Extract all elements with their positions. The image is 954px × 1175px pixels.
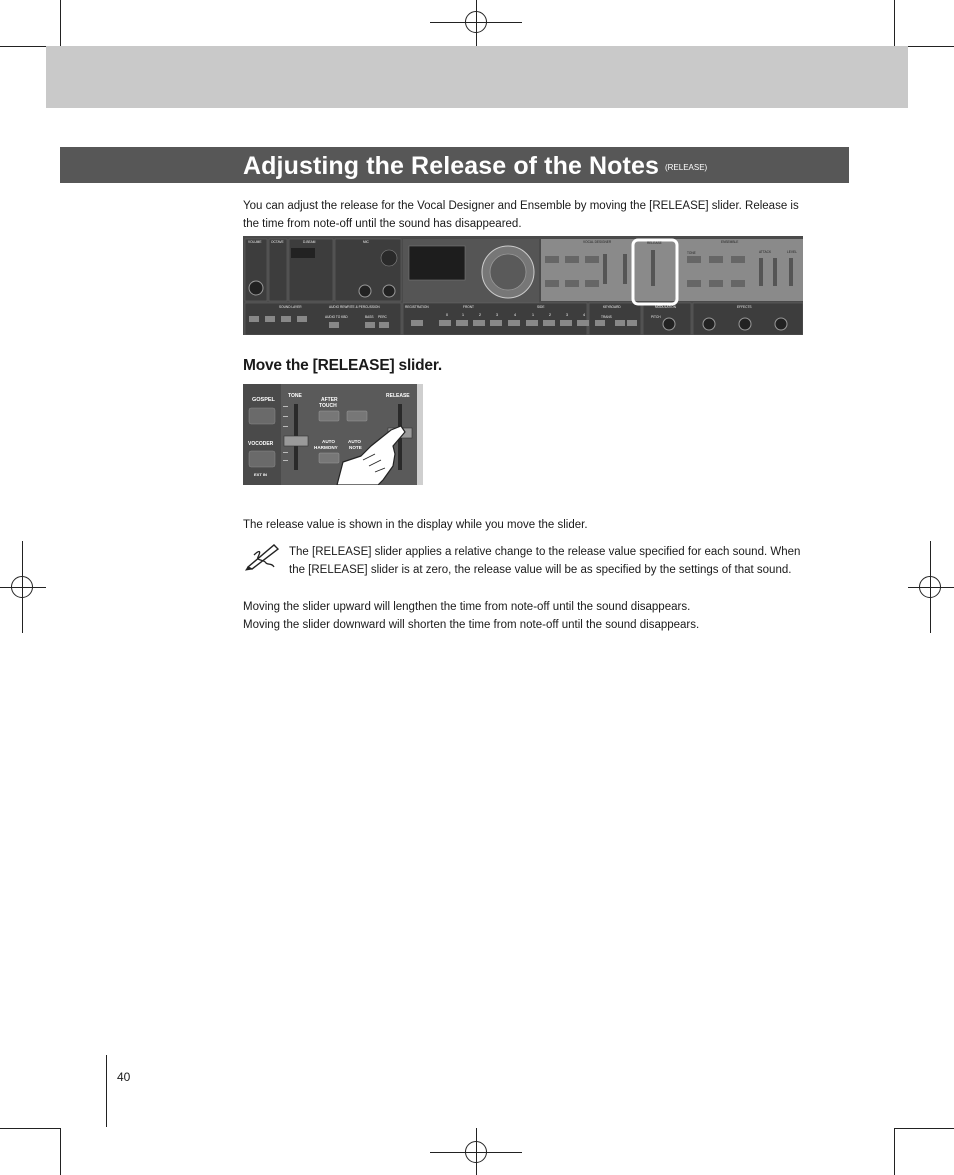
front-panel-illustration bbox=[243, 236, 803, 335]
panel-label-registration: REGISTRATION bbox=[405, 305, 429, 309]
header-band bbox=[46, 46, 908, 108]
label-auto-note-2: NOTE bbox=[349, 445, 362, 450]
panel-label-release: RELEASE bbox=[647, 241, 662, 245]
panel-reg-6: 2 bbox=[549, 313, 551, 317]
panel-label-vocal-designer: VOCAL DESIGNER bbox=[583, 240, 612, 244]
intro-line-2: the time from note-off until the sound has disappeared. bbox=[243, 218, 522, 230]
panel-reg-2: 2 bbox=[479, 313, 481, 317]
panel-reg-1: 1 bbox=[462, 313, 464, 317]
panel-label-sound-layer: SOUND LAYER bbox=[279, 305, 302, 309]
intro-paragraph bbox=[243, 197, 803, 233]
panel-label-bass: BASS bbox=[365, 315, 374, 319]
label-auto-note-1: AUTO bbox=[348, 439, 361, 444]
memo-line-1: The [RELEASE] slider applies a relative change to the release value specified for each sound. When bbox=[289, 546, 801, 558]
release-slider-illustration bbox=[243, 384, 423, 485]
label-tone: TONE bbox=[288, 393, 302, 399]
panel-reg-8: 4 bbox=[583, 313, 585, 317]
panel-label-effects: EFFECTS bbox=[737, 305, 752, 309]
label-auto-harmony-1: AUTO bbox=[322, 439, 335, 444]
label-vocoder: VOCODER bbox=[248, 441, 274, 447]
label-auto-harmony-2: HARMONY bbox=[314, 445, 338, 450]
panel-label-level: LEVEL bbox=[787, 250, 797, 254]
panel-label-ensemble: ENSEMBLE bbox=[721, 240, 739, 244]
panel-reg-3: 3 bbox=[496, 313, 498, 317]
step-heading: Move the [RELEASE] slider. bbox=[243, 357, 442, 374]
panel-label-tone: TONE bbox=[687, 251, 696, 255]
panel-reg-5: 1 bbox=[532, 313, 534, 317]
display-note: The release value is shown in the display while you move the slider. bbox=[243, 519, 588, 531]
panel-label-octave: OCTAVE bbox=[271, 240, 284, 244]
label-release: RELEASE bbox=[386, 393, 410, 399]
panel-label-volume: VOLUME bbox=[248, 240, 262, 244]
page-number: 40 bbox=[117, 1070, 131, 1084]
label-gospel: GOSPEL bbox=[252, 397, 275, 403]
section-title-bar bbox=[60, 147, 849, 183]
panel-reg-0: 0 bbox=[446, 313, 448, 317]
panel-reg-4: 4 bbox=[514, 313, 516, 317]
effect-up: Moving the slider upward will lengthen the time from note-off until the sound disappears. bbox=[243, 601, 691, 613]
panel-label-mic: MIC bbox=[363, 240, 369, 244]
memo-pencil-icon bbox=[244, 541, 280, 571]
panel-label-trans: TRANS bbox=[601, 315, 612, 319]
panel-reg-7: 3 bbox=[566, 313, 568, 317]
effect-paragraph bbox=[243, 598, 803, 634]
panel-label-audio-to-kbd: AUDIO TO KBD bbox=[325, 315, 348, 319]
label-ext-in: EXT IN bbox=[254, 472, 267, 477]
memo-line-2: the [RELEASE] slider is at zero, the release value will be as specified by the settings of that sound. bbox=[289, 564, 792, 576]
panel-label-modulation: MODULATION bbox=[655, 305, 677, 309]
panel-label-attack: ATTACK bbox=[759, 250, 772, 254]
effect-down: Moving the slider downward will shorten the time from note-off until the sound disappears. bbox=[243, 619, 700, 631]
panel-label-pitch: PITCH bbox=[651, 315, 661, 319]
section-title-tag: (RELEASE) bbox=[664, 163, 708, 172]
label-touch: TOUCH bbox=[319, 403, 337, 409]
page-number-rule bbox=[106, 1055, 107, 1127]
panel-label-dbeam: D-BEAM bbox=[303, 240, 316, 244]
panel-label-keyboard: KEYBOARD bbox=[603, 305, 621, 309]
panel-label-side: SIDE bbox=[537, 305, 545, 309]
panel-label-front: FRONT bbox=[463, 305, 474, 309]
memo-text bbox=[289, 543, 804, 579]
panel-label-audio-rewrite: AUDIO REWRITE & PERCUSSION bbox=[329, 305, 380, 309]
label-after: AFTER bbox=[321, 397, 338, 403]
section-title: Adjusting the Release of the Notes bbox=[243, 152, 659, 180]
panel-label-perc: PERC bbox=[378, 315, 387, 319]
intro-line-1: You can adjust the release for the Vocal Designer and Ensemble by moving the [RELEASE] slider. Release is bbox=[243, 200, 799, 212]
